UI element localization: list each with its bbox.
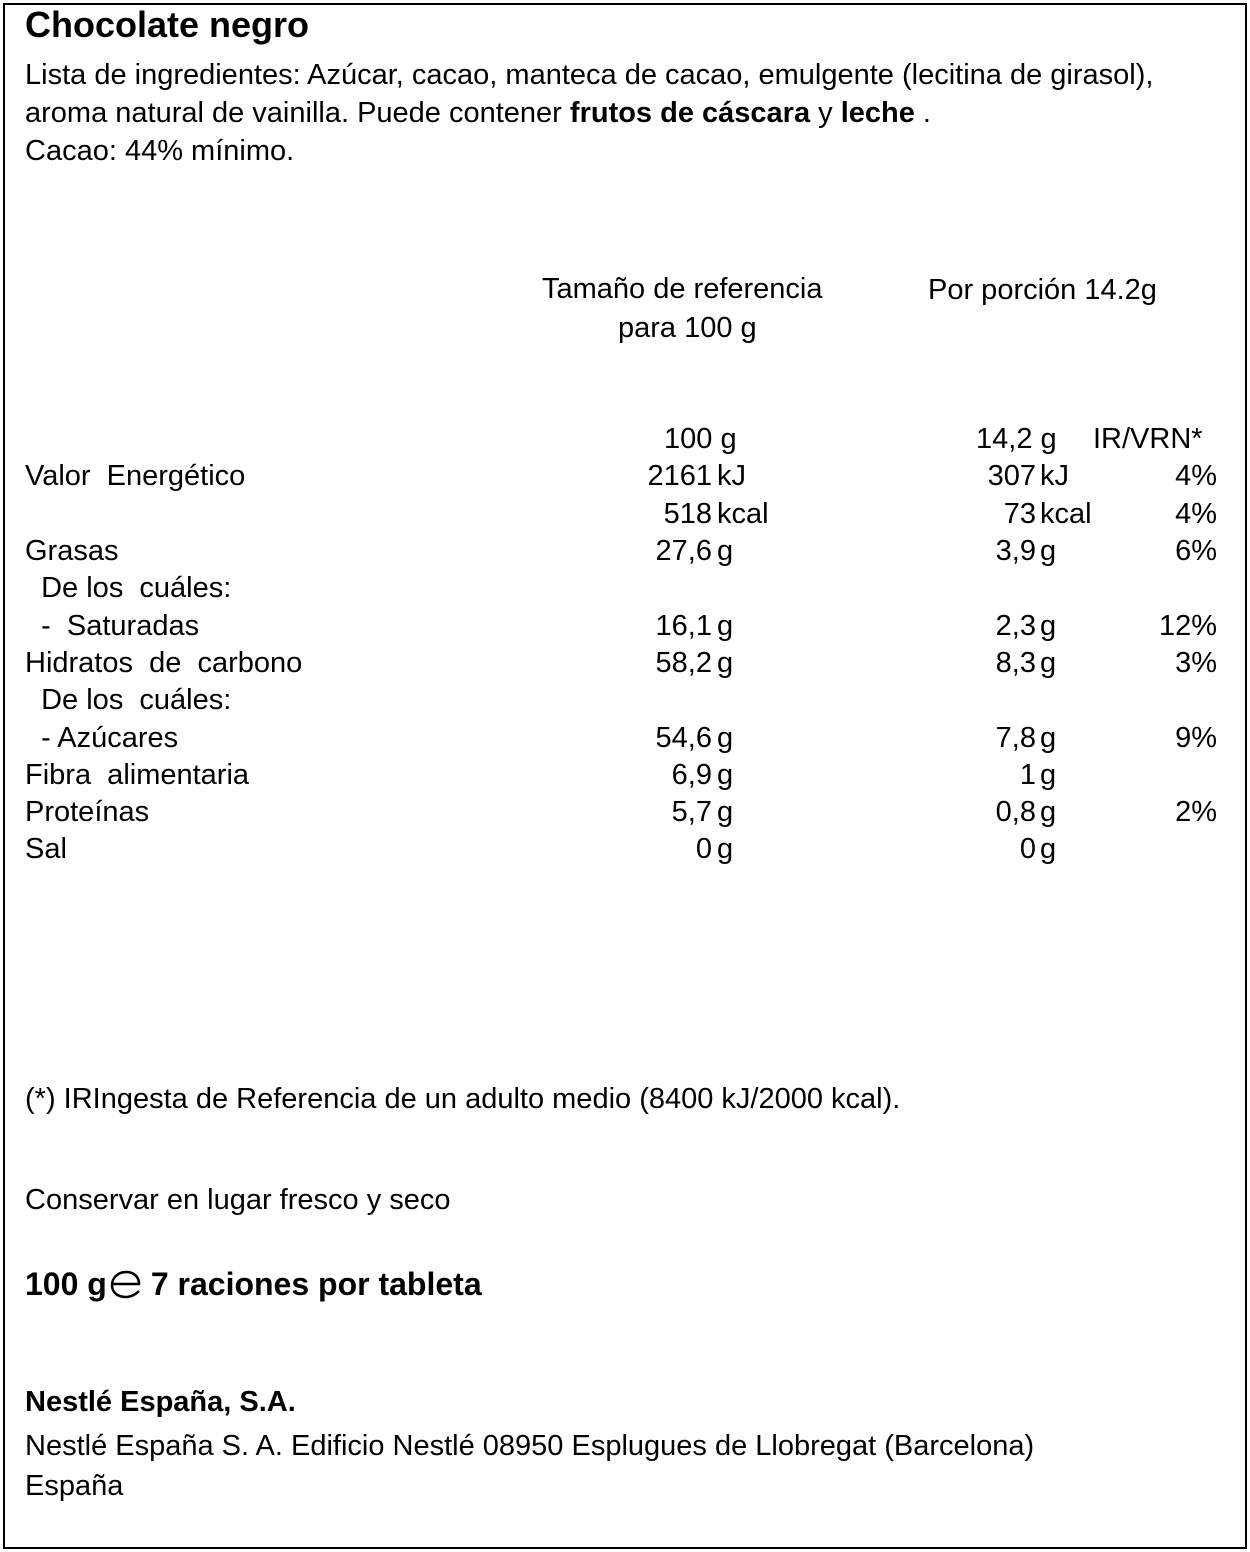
header-reference-line1: Tamaño de referencia xyxy=(542,273,823,305)
nutrient-label: - Azúcares xyxy=(25,722,179,754)
nutrient-label: De los cuáles: xyxy=(25,684,232,716)
nutrition-row xyxy=(0,722,1250,759)
unit-per-100g: g xyxy=(717,647,734,679)
ingredients-text xyxy=(25,56,1225,170)
nutrition-row xyxy=(0,498,1250,535)
value-per-100g: 27,6 xyxy=(655,535,712,567)
allergen-milk: leche xyxy=(840,97,915,129)
value-per-100g: 5,7 xyxy=(671,796,712,828)
value-per-portion: 73 xyxy=(1003,498,1036,530)
header-portion: Por porción 14.2g xyxy=(928,274,1157,306)
nutrition-row xyxy=(0,759,1250,796)
value-per-portion: 2,3 xyxy=(995,610,1036,642)
reference-intake-percent: 3% xyxy=(1175,647,1217,679)
reference-intake-percent: 12% xyxy=(1158,610,1217,642)
value-per-portion: 3,9 xyxy=(995,535,1036,567)
subheader-ir: IR/VRN* xyxy=(1093,423,1203,455)
value-per-portion: 0,8 xyxy=(995,796,1036,828)
nutrition-row xyxy=(0,647,1250,684)
ingredients-part2: y xyxy=(810,97,841,129)
nutrient-label: De los cuáles: xyxy=(25,572,232,604)
value-per-100g: 16,1 xyxy=(655,610,712,642)
unit-per-portion: g xyxy=(1040,535,1057,567)
reference-intake-percent: 4% xyxy=(1175,460,1217,492)
unit-per-portion: kJ xyxy=(1040,460,1069,492)
nutrient-label: Sal xyxy=(25,833,67,865)
reference-intake-percent: 9% xyxy=(1175,722,1217,754)
storage-instructions: Conservar en lugar fresco y seco xyxy=(25,1184,451,1216)
nutrition-row xyxy=(0,684,1250,721)
net-content xyxy=(25,1266,482,1303)
unit-per-100g: g xyxy=(717,796,734,828)
nutrient-label: Valor Energético xyxy=(25,460,246,492)
nutrient-label: Hidratos de carbono xyxy=(25,647,303,679)
nutrient-label: - Saturadas xyxy=(25,610,200,642)
company-address: Nestlé España S. A. Edificio Nestlé 08950 Esplugues de Llobregat (Barcelona) xyxy=(25,1430,1035,1462)
value-per-portion: 0 xyxy=(1019,833,1036,865)
nutrition-row xyxy=(0,572,1250,609)
value-per-100g: 6,9 xyxy=(671,759,712,791)
unit-per-100g: g xyxy=(717,833,734,865)
unit-per-portion: g xyxy=(1040,759,1057,791)
nutrition-row xyxy=(0,535,1250,572)
allergen-nuts: frutos de cáscara xyxy=(569,97,811,129)
header-reference-line2: para 100 g xyxy=(618,312,757,344)
reference-intake-percent: 4% xyxy=(1175,498,1217,530)
ingredients-part1: Lista de ingredientes: Azúcar, cacao, manteca de cacao, emulgente (lecitina de girasol), aroma natural de vainilla. Puede contener xyxy=(25,59,1154,129)
nutrient-label: Grasas xyxy=(25,535,119,567)
servings-per-bar: 7 raciones por tableta xyxy=(150,1266,482,1302)
unit-per-portion: g xyxy=(1040,796,1057,828)
company-country: España xyxy=(25,1470,124,1502)
unit-per-portion: g xyxy=(1040,647,1057,679)
nutrient-label: Proteínas xyxy=(25,796,150,828)
footnote: (*) IRIngesta de Referencia de un adulto medio (8400 kJ/2000 kcal). xyxy=(25,1083,901,1115)
nutrient-label: Fibra alimentaria xyxy=(25,759,250,791)
unit-per-portion: g xyxy=(1040,833,1057,865)
unit-per-portion: kcal xyxy=(1040,498,1092,530)
reference-intake-percent: 6% xyxy=(1175,535,1217,567)
nutrition-row xyxy=(0,610,1250,647)
company-name: Nestlé España, S.A. xyxy=(25,1386,296,1418)
unit-per-100g: kcal xyxy=(717,498,769,530)
value-per-100g: 2161 xyxy=(647,460,712,492)
value-per-100g: 54,6 xyxy=(655,722,712,754)
subheader-100g: 100 g xyxy=(664,423,737,455)
unit-per-portion: g xyxy=(1040,610,1057,642)
ingredients-part3: . xyxy=(914,97,931,129)
unit-per-portion: g xyxy=(1040,722,1057,754)
cacao-content: Cacao: 44% mínimo. xyxy=(25,135,295,167)
reference-intake-percent: 2% xyxy=(1175,796,1217,828)
net-weight: 100 g xyxy=(25,1266,107,1302)
value-per-portion: 7,8 xyxy=(995,722,1036,754)
value-per-100g: 0 xyxy=(695,833,712,865)
unit-per-100g: kJ xyxy=(717,460,746,492)
value-per-portion: 307 xyxy=(987,460,1036,492)
unit-per-100g: g xyxy=(717,535,734,567)
nutrition-row xyxy=(0,833,1250,870)
unit-per-100g: g xyxy=(717,759,734,791)
product-title: Chocolate negro xyxy=(25,4,310,45)
nutrition-row xyxy=(0,460,1250,497)
nutrition-row xyxy=(0,796,1250,833)
unit-per-100g: g xyxy=(717,722,734,754)
value-per-portion: 1 xyxy=(1019,759,1036,791)
value-per-100g: 58,2 xyxy=(655,647,712,679)
value-per-100g: 518 xyxy=(663,498,712,530)
value-per-portion: 8,3 xyxy=(995,647,1036,679)
unit-per-100g: g xyxy=(717,610,734,642)
estimated-sign-icon xyxy=(109,1269,143,1299)
subheader-portion: 14,2 g xyxy=(976,423,1057,455)
